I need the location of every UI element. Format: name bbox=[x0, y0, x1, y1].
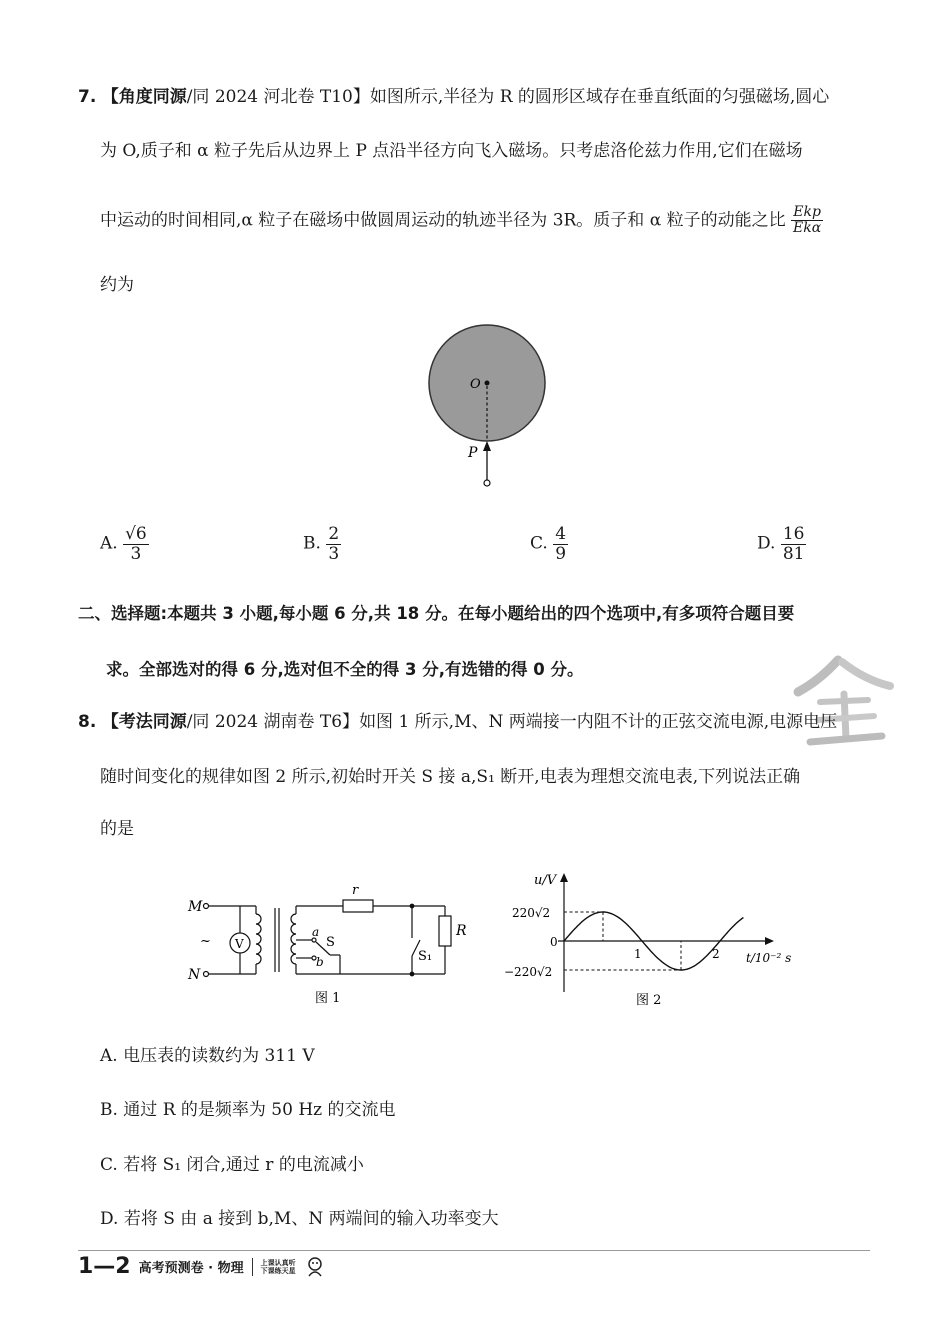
fraction-num: 4 bbox=[555, 524, 567, 544]
q7-figure bbox=[420, 320, 560, 495]
q7-text-3-body: 中运动的时间相同,α 粒子在磁场中做圆周运动的轨迹半径为 3R。质子和 α 粒子的动能之比 bbox=[100, 210, 786, 231]
label-S: S bbox=[326, 935, 335, 950]
q8-circuit-figure bbox=[180, 880, 470, 1010]
x-tick-2: 2 bbox=[712, 947, 720, 961]
fraction-num: 16 bbox=[782, 524, 805, 544]
label-P: P bbox=[468, 445, 478, 461]
q7-option-b[interactable] bbox=[303, 525, 341, 563]
center-dot bbox=[485, 381, 490, 386]
q8-option-b[interactable]: B. 通过 R 的是频率为 50 Hz 的交流电 bbox=[100, 1100, 396, 1120]
footer-title: 高考预测卷 · 物理 bbox=[138, 1261, 244, 1276]
footer-slogan bbox=[261, 1259, 296, 1275]
terminal-M bbox=[204, 904, 209, 909]
arrow-up-icon bbox=[483, 441, 491, 451]
figure-1-caption: 图 1 bbox=[315, 991, 341, 1006]
q8-text-2: 随时间变化的规律如图 2 所示,初始时开关 S 接 a,S₁ 断开,电表为理想交流电表,下列说法正确 bbox=[100, 767, 801, 787]
fraction-den: 3 bbox=[328, 543, 340, 564]
fraction-den: 81 bbox=[782, 543, 805, 564]
q7-text-1: 如图所示,半径为 R 的圆形区域存在垂直纸面的匀强磁场,圆心 bbox=[369, 87, 830, 107]
q7-source: /同 2024 河北卷 T10】 bbox=[186, 87, 370, 107]
option-fraction bbox=[326, 525, 341, 563]
particle-source-dot bbox=[484, 480, 490, 486]
q7-option-d[interactable] bbox=[757, 525, 806, 563]
section2-instructions-1: 二、选择题:本题共 3 小题,每小题 6 分,共 18 分。在每小题给出的四个选项中,有多项符合题目要 bbox=[78, 604, 795, 623]
q7-option-c[interactable] bbox=[530, 525, 568, 563]
y-tick-zero: 0 bbox=[550, 935, 558, 949]
q7-option-a[interactable] bbox=[100, 525, 149, 563]
option-fraction bbox=[553, 525, 568, 563]
brush-watermark bbox=[790, 650, 900, 750]
fraction-num: √6 bbox=[125, 524, 147, 544]
q7-tag: 角度同源 bbox=[118, 87, 187, 107]
slogan-line-2: 下课练天星 bbox=[260, 1266, 296, 1275]
mascot-icon bbox=[304, 1256, 326, 1278]
slogan-line-1: 上课认真听 bbox=[260, 1258, 296, 1267]
footer-divider bbox=[252, 1258, 253, 1276]
q8-option-d[interactable]: D. 若将 S 由 a 接到 b,M、N 两端间的输入功率变大 bbox=[100, 1209, 499, 1229]
q7-number: 7. bbox=[78, 87, 97, 107]
fraction-num: 2 bbox=[328, 524, 340, 544]
q7-line-1 bbox=[78, 86, 829, 108]
figure-2-caption: 图 2 bbox=[636, 993, 662, 1008]
q8-number: 8. bbox=[78, 712, 97, 732]
page-number: 1—2 bbox=[78, 1254, 131, 1279]
option-fraction bbox=[123, 525, 149, 563]
fraction-den: 9 bbox=[555, 543, 567, 564]
q7-ratio-fraction bbox=[791, 205, 823, 237]
y-tick-top: 220√2 bbox=[512, 906, 551, 920]
q7-ratio-den: Ekα bbox=[793, 220, 822, 237]
resistor-r bbox=[343, 900, 373, 912]
y-axis-label: u/V bbox=[534, 873, 557, 888]
q7-ratio-num: Ekp bbox=[791, 205, 823, 221]
label-r: r bbox=[352, 883, 359, 898]
q8-voltage-figure bbox=[500, 870, 800, 1015]
q8-option-a[interactable]: A. 电压表的读数约为 311 V bbox=[100, 1046, 315, 1066]
q7-text-4: 约为 bbox=[100, 275, 134, 295]
label-R: R bbox=[456, 923, 467, 939]
x-axis-arrow-icon bbox=[765, 937, 774, 945]
q7-text-2: 为 O,质子和 α 粒子先后从边界上 P 点沿半径方向飞入磁场。只考虑洛伦兹力作用,它们在磁场 bbox=[100, 141, 803, 161]
label-M: M bbox=[188, 899, 203, 915]
label-N: N bbox=[188, 967, 201, 983]
label-b: b bbox=[316, 955, 324, 969]
label-a: a bbox=[312, 925, 320, 939]
q8-tag-open: 【 bbox=[101, 712, 119, 732]
option-letter: C. bbox=[530, 533, 548, 554]
q7-tag-open: 【 bbox=[101, 87, 119, 107]
option-fraction bbox=[781, 525, 807, 563]
q8-text-3: 的是 bbox=[100, 819, 134, 839]
q8-line-1 bbox=[78, 711, 837, 733]
footer-rule bbox=[78, 1250, 870, 1251]
label-S1: S₁ bbox=[418, 949, 433, 964]
option-letter: D. bbox=[757, 533, 776, 554]
ac-source-symbol: ~ bbox=[200, 934, 211, 949]
label-O: O bbox=[470, 377, 481, 392]
option-letter: B. bbox=[303, 533, 321, 554]
x-axis-label: t/10⁻² s bbox=[746, 951, 792, 965]
q8-text-1: 如图 1 所示,M、N 两端接一内阻不计的正弦交流电源,电源电压 bbox=[359, 712, 838, 732]
option-letter: A. bbox=[100, 533, 118, 554]
fraction-den: 3 bbox=[130, 543, 142, 564]
q8-tag: 考法同源 bbox=[118, 712, 187, 732]
terminal-N bbox=[204, 972, 209, 977]
y-axis-arrow-icon bbox=[560, 873, 568, 882]
y-tick-bottom: −220√2 bbox=[504, 965, 553, 979]
x-tick-1: 1 bbox=[634, 947, 642, 961]
resistor-R bbox=[439, 916, 451, 946]
label-V: V bbox=[235, 937, 244, 951]
q7-text-3 bbox=[100, 205, 823, 237]
footer bbox=[78, 1254, 326, 1279]
q8-option-c[interactable]: C. 若将 S₁ 闭合,通过 r 的电流减小 bbox=[100, 1155, 364, 1175]
q8-source: /同 2024 湖南卷 T6】 bbox=[186, 712, 360, 732]
section2-instructions-2: 求。全部选对的得 6 分,选对但不全的得 3 分,有选错的得 0 分。 bbox=[106, 660, 584, 679]
